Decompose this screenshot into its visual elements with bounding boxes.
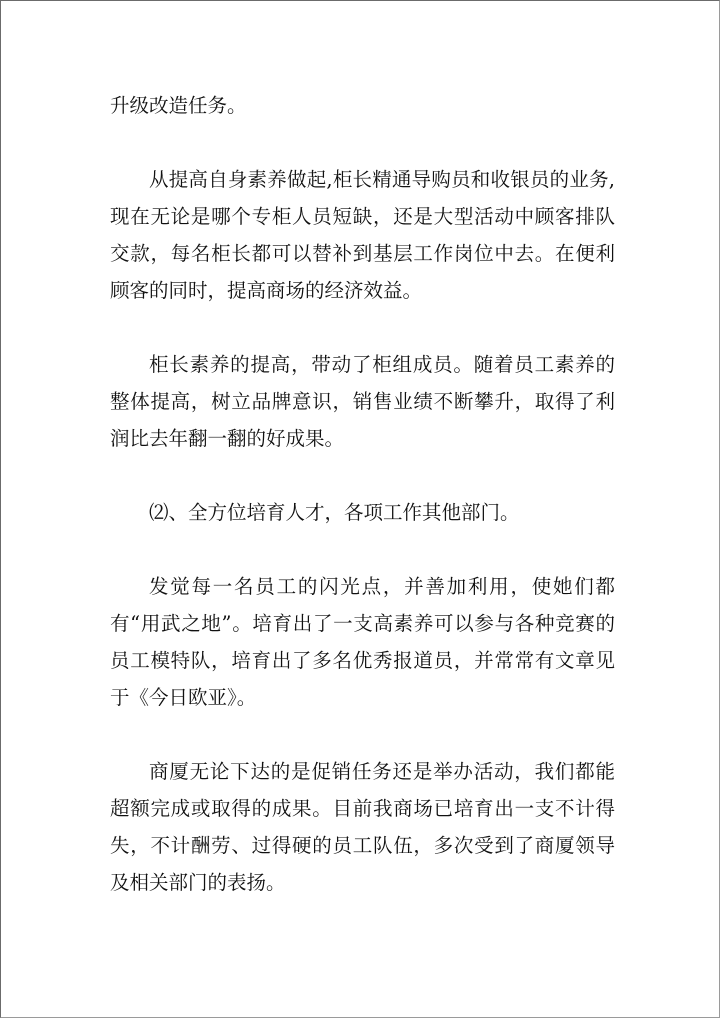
- paragraph-self-improvement: 从提高自身素养做起,柜长精通导购员和收银员的业务,现在无论是哪个专柜人员短缺，还是大型活动中顾客排队交款，每名柜长都可以替补到基层工作岗位中去。在便利顾客的同时，提高商场的经济效益。: [110, 168, 615, 302]
- paragraph-section-heading: ⑵、全方位培育人才，各项工作其他部门。: [149, 501, 520, 524]
- document-body: [110, 87, 615, 938]
- paragraph-talent-development: 发觉每一名员工的闪光点，并善加利用，使她们都有“用武之地”。培育出了一支高素养可以参与各种竞赛的员工模特队，培育出了多名优秀报道员，并常常有文章见于《今日欧亚》。: [110, 575, 615, 709]
- paragraph-team-quality: 柜长素养的提高，带动了柜组成员。随着员工素养的整体提高，树立品牌意识，销售业绩不断攀升，取得了利润比去年翻一翻的好成果。: [110, 353, 615, 450]
- paragraph-continuation: 升级改造任务。: [110, 94, 247, 117]
- paragraph-achievements: 商厦无论下达的是促销任务还是举办活动，我们都能超额完成或取得的成果。目前我商场已培育出一支不计得失，不计酬劳、过得硬的员工队伍，多次受到了商厦领导及相关部门的表扬。: [110, 760, 615, 894]
